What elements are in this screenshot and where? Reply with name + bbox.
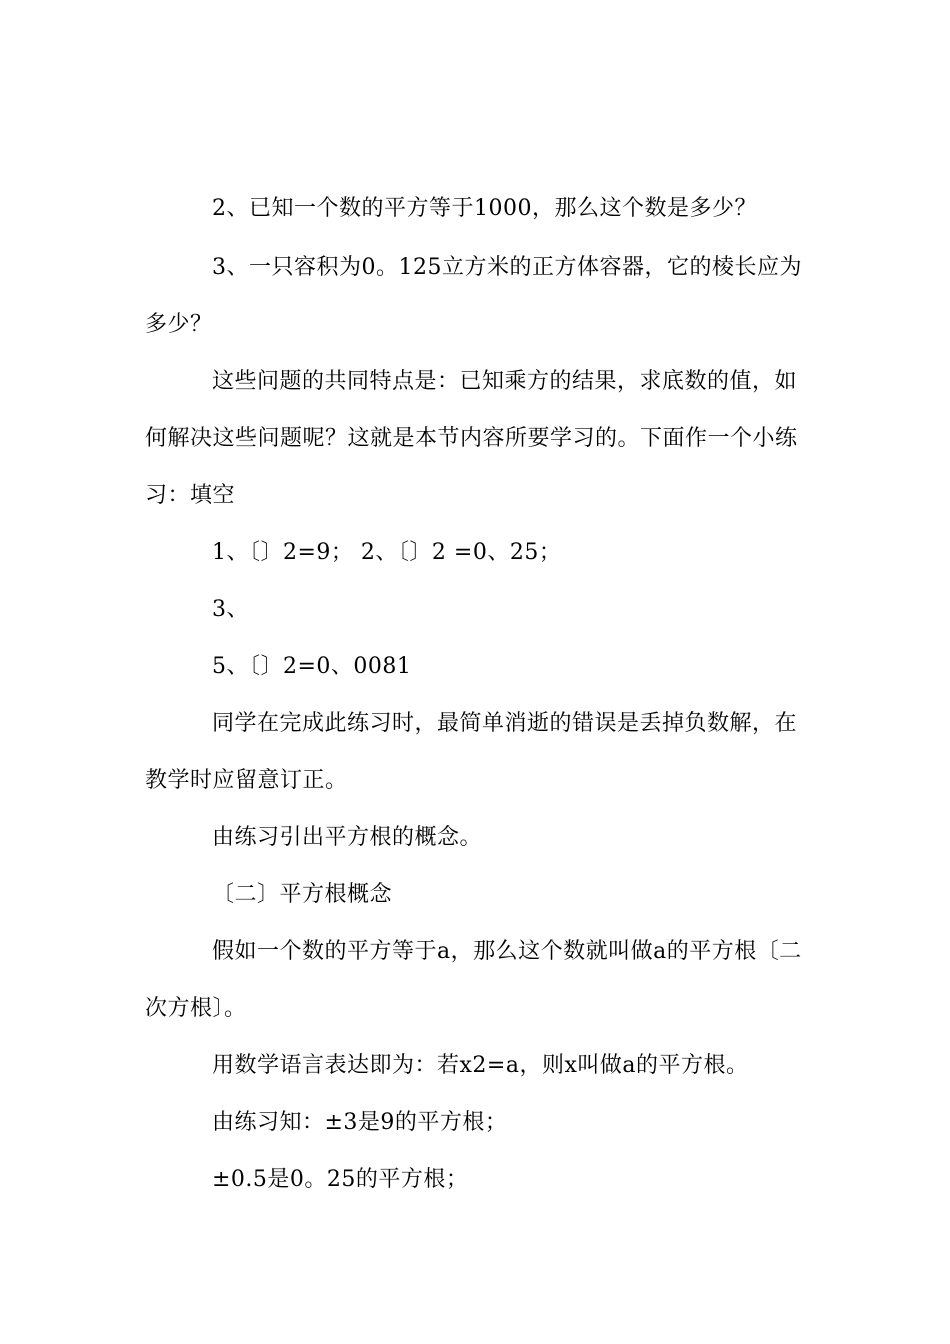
paragraph-common-features-line-2: 何解决这些问题呢？这就是本节内容所要学习的。下面作一个小练	[145, 426, 798, 451]
paragraph-example-0-25: ±0.5是0。25的平方根；	[212, 1167, 469, 1192]
paragraph-errors-line-1: 同学在完成此练习时，最简单消逝的错误是丢掉负数解，在	[212, 711, 798, 736]
question-3-continuation: 多少？	[145, 312, 213, 337]
exercise-1-2-line: 1、〔〕2=9； 2、〔〕2 =0、25；	[212, 540, 562, 565]
paragraph-example-9: 由练习知：±3是9的平方根；	[212, 1110, 508, 1135]
paragraph-concept-intro: 由练习引出平方根的概念。	[212, 825, 483, 850]
paragraph-common-features-line-1: 这些问题的共同特点是：已知乘方的结果，求底数的值，如	[212, 369, 798, 394]
section-heading-square-root-concept: 〔二〕平方根概念	[212, 882, 393, 907]
paragraph-common-features-line-3: 习：填空	[145, 483, 236, 508]
paragraph-definition-line-2: 次方根〕。	[145, 996, 247, 1021]
paragraph-math-language: 用数学语言表达即为：若x2=a，则x叫做a的平方根。	[212, 1053, 749, 1078]
exercise-5-line: 5、〔〕2=0、0081	[212, 654, 412, 679]
question-2-line: 2、已知一个数的平方等于1000，那么这个数是多少？	[212, 196, 757, 221]
paragraph-errors-line-2: 教学时应留意订正。	[145, 768, 348, 793]
paragraph-definition-line-1: 假如一个数的平方等于a，那么这个数就叫做a的平方根〔二	[212, 939, 802, 964]
question-3-line: 3、一只容积为0。125立方米的正方体容器，它的棱长应为	[212, 255, 802, 280]
exercise-3-line: 3、	[212, 597, 249, 622]
